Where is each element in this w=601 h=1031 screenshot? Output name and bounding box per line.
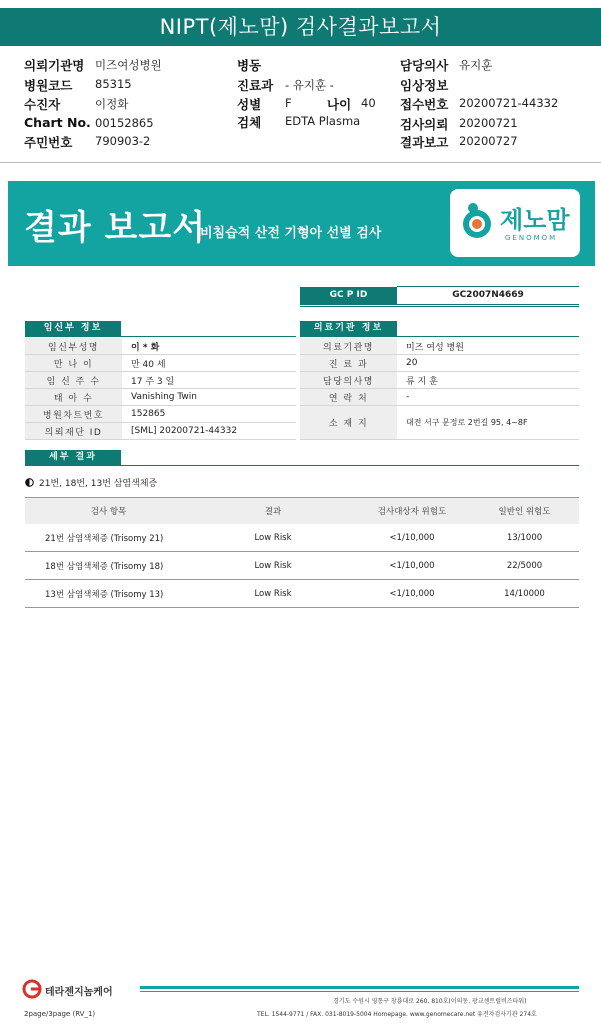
genomom-logo-icon [460, 202, 494, 240]
patient-key: 의뢰재단 ID [25, 423, 122, 440]
patient-value: 만 40 세 [122, 355, 296, 372]
header-value-sex: F [285, 96, 292, 110]
patient-key: 만 나 이 [25, 355, 122, 372]
patient-value: 이 * 화 [122, 338, 296, 355]
header-value-specimen: EDTA Plasma [285, 114, 361, 128]
patient-table [25, 338, 296, 440]
gcp-line [300, 304, 579, 305]
header-value-age: 40 [361, 96, 376, 110]
patient-value: Vanishing Twin [122, 389, 296, 406]
header-label-receipt-no: 접수번호 [400, 97, 449, 112]
patient-key: 태 아 수 [25, 389, 122, 406]
patient-value: 17 주 3 일 [122, 372, 296, 389]
general-risk: 14/10000 [470, 580, 579, 608]
general-risk: 13/1000 [470, 524, 579, 552]
test-result: Low Risk [192, 552, 354, 580]
header-value-report-date: 20200727 [459, 134, 518, 148]
subject-risk: <1/10,000 [354, 524, 470, 552]
table-row [300, 389, 579, 406]
header-divider [0, 162, 601, 163]
gcp-line [300, 306, 579, 307]
header-label-department: 진료과 [237, 78, 274, 93]
institution-value: 미즈 여성 병원 [397, 338, 579, 355]
column-header: 검사대상자 위험도 [354, 498, 470, 525]
table-row [25, 338, 296, 355]
footer-line [140, 986, 579, 989]
section-line [25, 465, 579, 466]
header-label-clinical-info: 임상정보 [400, 78, 449, 93]
details-bullet-text: 21번, 18번, 13번 삼염색체증 [39, 479, 158, 489]
header-label-specimen: 검체 [237, 115, 262, 130]
column-header: 결과 [192, 498, 354, 525]
footer-contact: TEL. 1544-9771 / FAX. 031-8019-5004 Homepage. www.genomecare.net 유전자검사기관 274호 [257, 1011, 537, 1018]
table-row [25, 372, 296, 389]
page-indicator: 2page/3page (RV_1) [24, 1010, 96, 1018]
institution-key: 담당의사명 [300, 372, 397, 389]
table-row [25, 524, 579, 552]
header-label-ward: 병동 [237, 58, 262, 73]
institution-key: 연 락 처 [300, 389, 397, 406]
column-header: 검사 항목 [25, 498, 192, 525]
header-value-department: - 유지훈 - [285, 78, 334, 92]
logo-text: 제노맘 [500, 206, 570, 234]
header-value-hospital-code: 85315 [95, 77, 132, 91]
table-row [300, 338, 579, 355]
header-value-request-date: 20200721 [459, 116, 518, 130]
header-label-report-date: 결과보고 [400, 135, 449, 150]
table-row [25, 423, 296, 440]
footer-line [140, 991, 579, 992]
table-row [25, 406, 296, 423]
header-label-chart-no: Chart No. [24, 115, 91, 130]
banner-title: 결과 보고서 [24, 208, 207, 248]
general-risk: 22/5000 [470, 552, 579, 580]
table-row [300, 355, 579, 372]
header-value-chart-no: 00152865 [95, 116, 154, 130]
header-label-hospital-code: 병원코드 [24, 78, 73, 93]
header-value-patient: 이정화 [95, 97, 129, 111]
section-line [25, 336, 296, 337]
section-tab-details: 세부 결과 [25, 450, 121, 465]
test-item: 21번 삼염색체증 (Trisomy 21) [25, 524, 192, 552]
institution-value: - [397, 389, 579, 406]
table-row [300, 406, 579, 440]
institution-value: 20 [397, 355, 579, 372]
header-label-institution: 의뢰기관명 [24, 58, 85, 73]
section-tab-patient: 임신부 정보 [25, 321, 121, 336]
footer-company: 테라젠지놈케어 [45, 987, 113, 998]
header-label-doctor: 담당의사 [400, 58, 449, 73]
subject-risk: <1/10,000 [354, 552, 470, 580]
patient-key: 임신부성명 [25, 338, 122, 355]
patient-key: 임 신 주 수 [25, 372, 122, 389]
institution-key: 진 료 과 [300, 355, 397, 372]
header-label-request-date: 검사의뢰 [400, 117, 449, 132]
column-header: 일반인 위험도 [470, 498, 579, 525]
table-row [25, 580, 579, 608]
header-value-id-number: 790903-2 [95, 134, 151, 148]
header-value-doctor: 유지훈 [459, 58, 493, 72]
table-row [25, 552, 579, 580]
header-label-sex: 성별 [237, 97, 262, 112]
section-tab-institution: 의료기관 정보 [300, 321, 397, 336]
patient-value: 152865 [122, 406, 296, 423]
institution-table [300, 338, 579, 440]
table-header-row [25, 498, 579, 525]
institution-value: 류 지 훈 [397, 372, 579, 389]
institution-key: 의료기관명 [300, 338, 397, 355]
banner-subtitle: 비침습적 산전 기형아 선별 검사 [200, 226, 382, 241]
half-circle-bullet-icon [25, 478, 34, 487]
report-title: NIPT(제노맘) 검사결과보고서 [159, 15, 442, 39]
terragen-logo-icon [22, 979, 42, 999]
table-row [25, 389, 296, 406]
header-value-institution: 미즈여성병원 [95, 58, 162, 72]
gcp-id-label: GC P ID [300, 287, 397, 304]
footer-address: 경기도 수원시 영통구 창룡대로 260, 810호(이의동, 광교센트럴비즈타워) [333, 998, 527, 1005]
header-label-patient: 수진자 [24, 97, 61, 112]
header-value-receipt-no: 20200721-44332 [459, 96, 559, 110]
patient-key: 병원차트번호 [25, 406, 122, 423]
patient-value: [SML] 20200721-44332 [122, 423, 296, 440]
test-item: 13번 삼염색체증 (Trisomy 13) [25, 580, 192, 608]
logo-subtext: GENOMOM [505, 234, 558, 242]
table-row [300, 372, 579, 389]
gcp-id-value: GC2007N4669 [452, 290, 524, 300]
institution-key: 소 재 지 [300, 406, 397, 440]
institution-value: 대전 서구 문정로 2번길 95, 4~8F [397, 406, 579, 440]
header-label-age: 나이 [327, 97, 352, 112]
table-row [25, 355, 296, 372]
test-result: Low Risk [192, 524, 354, 552]
test-item: 18번 삼염색체증 (Trisomy 18) [25, 552, 192, 580]
section-line [300, 336, 579, 337]
test-result: Low Risk [192, 580, 354, 608]
subject-risk: <1/10,000 [354, 580, 470, 608]
header-label-id-number: 주민번호 [24, 135, 73, 150]
result-table [25, 497, 579, 608]
